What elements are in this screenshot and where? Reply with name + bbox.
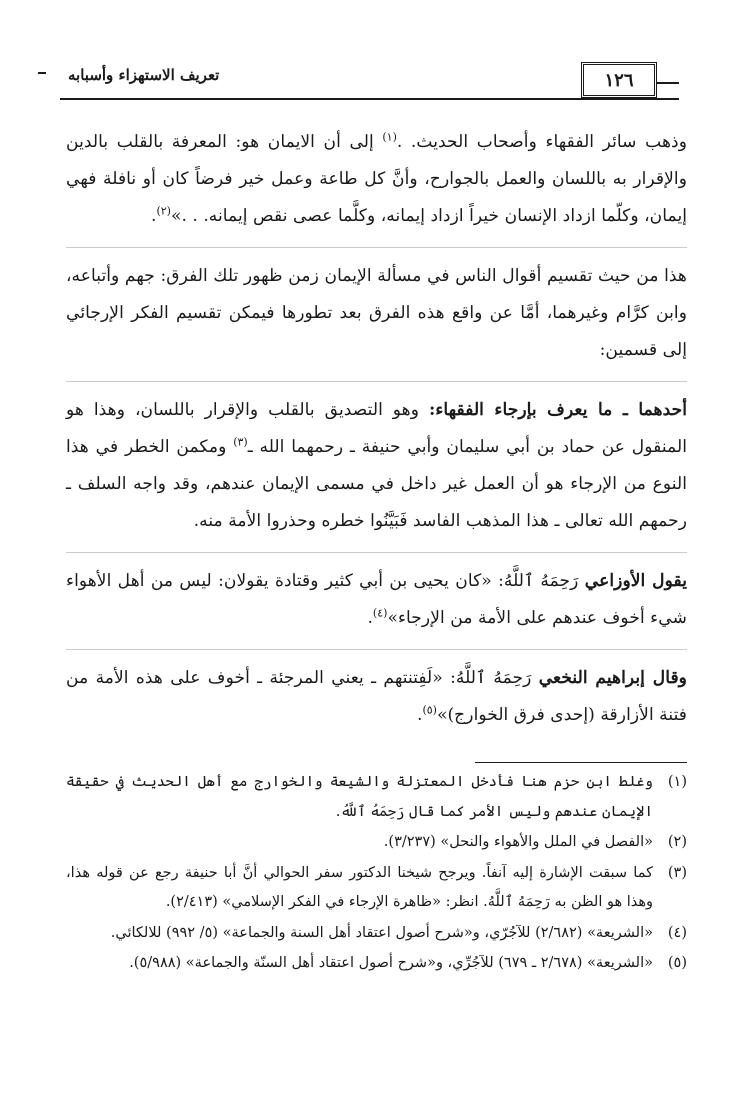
p4-end: . [367, 608, 373, 628]
footnote [66, 919, 687, 949]
paragraph-1 [66, 124, 687, 235]
paragraph-divider [66, 247, 687, 248]
paragraph-divider [66, 649, 687, 650]
footnote [66, 859, 687, 918]
footnote-ref-5[interactable]: (٥) [422, 703, 437, 717]
page-number: ١٢٦ [581, 62, 657, 98]
footnote-text: «الفصل في الملل والأهواء والنحل» (٣/٢٣٧). [383, 834, 653, 850]
p5-end: . [416, 705, 423, 725]
footnote [66, 768, 687, 827]
footnote-ref-3[interactable]: (٣) [233, 435, 248, 449]
footnote-ref-4[interactable]: (٤) [372, 606, 388, 620]
p4-heading: يقول الأوزاعي [584, 571, 687, 591]
p1-text: إلى أن الايمان هو: المعرفة بالقلب بالدين والإقرار به باللسان والعمل بالجوارح، وأنَّ كل طاعة وعمل خير فرضاً كان أو نافلة فهي إيمان، وكلّما ازداد الإنسان خيراً ازداد إيمانه، وكلَّما عصى نقص إيمانه. . .» [66, 132, 687, 226]
p3-heading: أحدهما ـ ما يعرف بإرجاء الفقهاء: [428, 400, 687, 420]
paragraph-2: هذا من حيث تقسيم أقوال الناس في مسألة الإيمان زمن ظهور تلك الفرق: جهم وأتباعه، وابن كرَّام وغيرهما، أمَّا عن واقع هذه الفرق بعد تطورها فيمكن تقسيم الفكر الإرجائي إلى قسمين: [66, 266, 687, 360]
footnote-number: (٢) [667, 834, 687, 850]
footnote-text: «الشريعة» (٢/٦٨٢) للآجُرّي، و«شرح أصول اعتقاد أهل السنة والجماعة» (٥/ ٩٩٢) للالكائي. [110, 924, 653, 941]
paragraph-divider [66, 381, 687, 382]
footnote-number: (٣) [667, 864, 687, 881]
footnote [66, 828, 687, 858]
footnote-ref-2[interactable]: (٢) [156, 204, 171, 218]
header-rule-end [657, 82, 679, 84]
p1-end: . [150, 206, 157, 226]
p5-heading: وقال إبراهيم النخعي [538, 668, 687, 688]
footnote-number: (٥) [667, 955, 687, 971]
footnote-text: وغلط ابن حزم هنا فأدخل المعتزلة والشيعة والخوارج مع أهل الحديث في حقيقة الإيمان عندهم وليس الأمر كما قال رَحِمَهُ ٱللَّهُ. [66, 774, 653, 820]
footnote [66, 949, 687, 979]
p4-text: رَحِمَهُ ٱللَّهُ: «كان يحيى بن أبي كثير وقتادة يقولان: ليس من أهل الأهواء شيء أخوف عندهم على الأمة من الإرجاء» [66, 571, 687, 628]
paragraph-3 [66, 392, 687, 540]
paragraph-divider [66, 552, 687, 553]
footnote-separator [475, 762, 687, 763]
header-rule [60, 98, 679, 100]
main-text [66, 124, 687, 734]
footnote-number: (١) [667, 774, 687, 790]
footnote-text: كما سبقت الإشارة إليه آنفاً. ويرجح شيخنا الدكتور سفر الحوالي أنَّ أبا حنيفة رجع عن قوله هذا، وهذا هو الظن به رَحِمَهُ ٱللَّهُ. انظر: «ظاهرة الإرجاء في الفكر الإسلامي» (٢/٤١٣). [66, 864, 653, 910]
p1-lead: وذهب سائر الفقهاء وأصحاب الحديث. . [396, 132, 687, 152]
paragraph-5 [66, 660, 687, 734]
running-title: تعريف الاستهزاء وأسبابه [68, 66, 220, 84]
footnote-ref-1[interactable]: (١) [382, 130, 397, 144]
p3-text-continued: ومكمن الخطر في هذا النوع من الإرجاء هو أن العمل غير داخل في مسمى الإيمان عندهم، وقد واجه السلف ـ رحمهم الله تعالى ـ هذا المذهب الفاسد فَبَيَّنُوا خطره وحذروا الأمة منه. [66, 437, 687, 531]
footnote-text: «الشريعة» (٢/٦٧٨ ـ ٦٧٩) للآجُرِّي، و«شرح أصول اعتقاد أهل السنّة والجماعة» (٥/٩٨٨). [129, 955, 653, 971]
paragraph-4 [66, 563, 687, 637]
page-header [38, 62, 679, 106]
p5-text: رَحِمَهُ ٱللَّهُ: «لَفِتنتهم ـ يعني المرجئة ـ أخوف على هذه الأمة من فتنة الأزارقة (إحدى فرق الخوارج)» [66, 668, 687, 725]
header-dash [38, 72, 46, 74]
footnotes [66, 768, 687, 980]
p3-text: وهو التصديق بالقلب والإقرار باللسان، وهذا هو المنقول عن حماد بن أبي سليمان وأبي حنيفة ـ رحمهما الله ـ [66, 400, 687, 457]
footnote-number: (٤) [667, 924, 687, 941]
